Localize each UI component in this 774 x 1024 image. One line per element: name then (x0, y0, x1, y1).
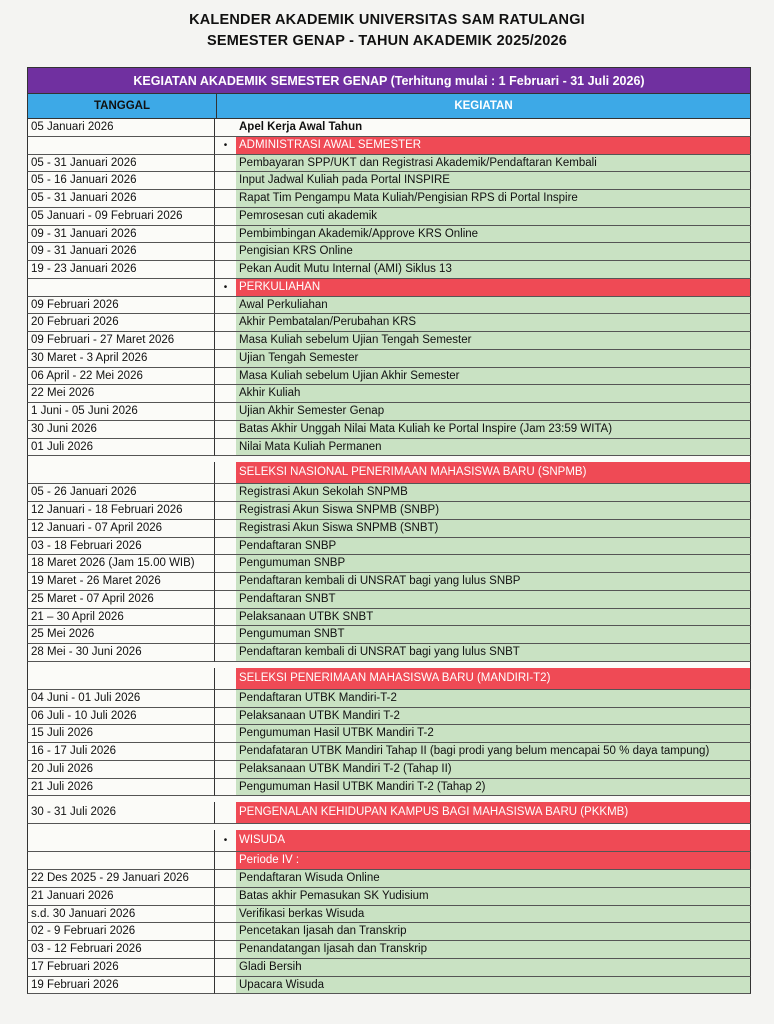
semester-band: KEGIATAN AKADEMIK SEMESTER GENAP (Terhitung mulai : 1 Februari - 31 Juli 2026) (27, 67, 751, 94)
date-cell: 19 Maret - 26 Maret 2026 (27, 573, 215, 591)
date-cell: 16 - 17 Juli 2026 (27, 743, 215, 761)
date-cell: 05 - 16 Januari 2026 (27, 172, 215, 190)
bullet-cell (215, 644, 236, 662)
bullet-cell (215, 923, 236, 941)
activity-cell: Upacara Wisuda (236, 977, 751, 995)
bullet-cell (215, 314, 236, 332)
date-cell (27, 830, 215, 852)
date-cell: 22 Mei 2026 (27, 385, 215, 403)
date-cell (27, 852, 215, 870)
activity-cell: Ujian Tengah Semester (236, 350, 751, 368)
bullet-cell (215, 779, 236, 797)
table-row (27, 190, 751, 208)
section-row (27, 279, 751, 297)
bullet-cell (215, 870, 236, 888)
activity-cell: Pelaksanaan UTBK SNBT (236, 609, 751, 627)
date-cell: 19 Februari 2026 (27, 977, 215, 995)
table-row (27, 332, 751, 350)
activity-cell: Verifikasi berkas Wisuda (236, 906, 751, 924)
table-row (27, 208, 751, 226)
section-title: Periode IV : (236, 852, 751, 870)
table-row (27, 906, 751, 924)
bullet-cell (215, 208, 236, 226)
table-row (27, 591, 751, 609)
date-cell: 25 Mei 2026 (27, 626, 215, 644)
date-cell: 12 Januari - 18 Februari 2026 (27, 502, 215, 520)
section-title: PENGENALAN KEHIDUPAN KAMPUS BAGI MAHASISWA BARU (PKKMB) (236, 802, 751, 824)
activity-cell: Pendaftaran SNBP (236, 538, 751, 556)
bullet-cell (215, 502, 236, 520)
bullet-cell (215, 941, 236, 959)
document-subtitle: SEMESTER GENAP - TAHUN AKADEMIK 2025/2026 (206, 33, 568, 49)
activity-cell: Pelaksanaan UTBK Mandiri T-2 (236, 708, 751, 726)
table-row (27, 743, 751, 761)
table-row (27, 226, 751, 244)
bullet-cell (215, 538, 236, 556)
date-cell: 21 – 30 April 2026 (27, 609, 215, 627)
column-header-kegiatan: KEGIATAN (454, 100, 513, 112)
column-header-tanggal: TANGGAL (28, 94, 217, 118)
bullet-cell (215, 708, 236, 726)
bullet-cell (215, 725, 236, 743)
table-header (27, 94, 751, 119)
table-row (27, 155, 751, 173)
date-cell: 21 Juli 2026 (27, 779, 215, 797)
activity-cell: Pengumuman SNBP (236, 555, 751, 573)
table-row (27, 941, 751, 959)
bullet-cell (215, 888, 236, 906)
bullet-cell (215, 520, 236, 538)
table-row (27, 761, 751, 779)
table-row (27, 119, 751, 137)
date-cell: 05 - 26 Januari 2026 (27, 484, 215, 502)
date-cell: 01 Juli 2026 (27, 439, 215, 457)
activity-cell: Registrasi Akun Siswa SNPMB (SNBT) (236, 520, 751, 538)
table-row (27, 725, 751, 743)
bullet-cell (215, 626, 236, 644)
section-row (27, 802, 751, 824)
date-cell (27, 462, 215, 484)
activity-cell: Pembimbingan Akademik/Approve KRS Online (236, 226, 751, 244)
date-cell: 30 Juni 2026 (27, 421, 215, 439)
activity-cell: Pembayaran SPP/UKT dan Registrasi Akademik/Pendaftaran Kembali (236, 155, 751, 173)
section-row (27, 668, 751, 690)
date-cell: 30 - 31 Juli 2026 (27, 802, 215, 824)
section-row (27, 137, 751, 155)
bullet-cell (215, 977, 236, 995)
table-row (27, 502, 751, 520)
table-row (27, 644, 751, 662)
activity-cell: Pekan Audit Mutu Internal (AMI) Siklus 13 (236, 261, 751, 279)
table-row (27, 385, 751, 403)
section-row (27, 462, 751, 484)
date-cell: 09 Februari 2026 (27, 297, 215, 315)
activity-cell: Masa Kuliah sebelum Ujian Tengah Semester (236, 332, 751, 350)
table-row (27, 888, 751, 906)
bullet-cell (215, 421, 236, 439)
activity-cell: Apel Kerja Awal Tahun (236, 119, 751, 137)
date-cell: 05 - 31 Januari 2026 (27, 190, 215, 208)
date-cell: 18 Maret 2026 (Jam 15.00 WIB) (27, 555, 215, 573)
bullet-icon: • (215, 279, 236, 297)
date-cell: 09 Februari - 27 Maret 2026 (27, 332, 215, 350)
activity-cell: Pendaftaran kembali di UNSRAT bagi yang lulus SNBT (236, 644, 751, 662)
table-row (27, 297, 751, 315)
bullet-cell (215, 462, 236, 484)
section-title: PERKULIAHAN (236, 279, 751, 297)
table-row (27, 484, 751, 502)
table-row (27, 439, 751, 457)
date-cell: 17 Februari 2026 (27, 959, 215, 977)
section-title: SELEKSI NASIONAL PENERIMAAN MAHASISWA BARU (SNPMB) (236, 462, 751, 484)
bullet-cell (215, 172, 236, 190)
activity-cell: Registrasi Akun Sekolah SNPMB (236, 484, 751, 502)
table-row (27, 609, 751, 627)
activity-cell: Pendaftaran kembali di UNSRAT bagi yang lulus SNBP (236, 573, 751, 591)
table-row (27, 977, 751, 995)
bullet-cell (215, 555, 236, 573)
table-row (27, 368, 751, 386)
date-cell: 20 Februari 2026 (27, 314, 215, 332)
bullet-cell (215, 332, 236, 350)
activity-cell: Pengisian KRS Online (236, 243, 751, 261)
activity-cell: Gladi Bersih (236, 959, 751, 977)
table-row (27, 172, 751, 190)
date-cell: 15 Juli 2026 (27, 725, 215, 743)
date-cell (27, 279, 215, 297)
bullet-cell (215, 119, 236, 137)
bullet-cell (215, 573, 236, 591)
table-row (27, 243, 751, 261)
activity-cell: Batas akhir Pemasukan SK Yudisium (236, 888, 751, 906)
table-row (27, 538, 751, 556)
date-cell (27, 137, 215, 155)
table-row (27, 403, 751, 421)
bullet-cell (215, 368, 236, 386)
bullet-cell (215, 155, 236, 173)
table-row (27, 573, 751, 591)
date-cell: 02 - 9 Februari 2026 (27, 923, 215, 941)
date-cell: 05 - 31 Januari 2026 (27, 155, 215, 173)
activity-cell: Pencetakan Ijasah dan Transkrip (236, 923, 751, 941)
activity-cell: Pelaksanaan UTBK Mandiri T-2 (Tahap II) (236, 761, 751, 779)
date-cell: 03 - 12 Februari 2026 (27, 941, 215, 959)
document-title: KALENDER AKADEMIK UNIVERSITAS SAM RATULANGI (189, 12, 585, 28)
table-row (27, 779, 751, 797)
bullet-cell (215, 439, 236, 457)
table-row (27, 421, 751, 439)
activity-cell: Pengumuman Hasil UTBK Mandiri T-2 (236, 725, 751, 743)
bullet-cell (215, 690, 236, 708)
bullet-cell (215, 484, 236, 502)
bullet-cell (215, 906, 236, 924)
activity-cell: Masa Kuliah sebelum Ujian Akhir Semester (236, 368, 751, 386)
table-row (27, 870, 751, 888)
activity-cell: Pendaftaran UTBK Mandiri-T-2 (236, 690, 751, 708)
table-row (27, 626, 751, 644)
table-row (27, 959, 751, 977)
activity-cell: Pendaftaran Wisuda Online (236, 870, 751, 888)
table-row (27, 708, 751, 726)
date-cell: 04 Juni - 01 Juli 2026 (27, 690, 215, 708)
bullet-cell (215, 668, 236, 690)
date-cell: 30 Maret - 3 April 2026 (27, 350, 215, 368)
date-cell: 06 April - 22 Mei 2026 (27, 368, 215, 386)
table-row (27, 314, 751, 332)
table-row (27, 690, 751, 708)
table-row (27, 555, 751, 573)
activity-cell: Pemrosesan cuti akademik (236, 208, 751, 226)
date-cell: 06 Juli - 10 Juli 2026 (27, 708, 215, 726)
table-row (27, 350, 751, 368)
bullet-cell (215, 852, 236, 870)
activity-cell: Nilai Mata Kuliah Permanen (236, 439, 751, 457)
date-cell: 20 Juli 2026 (27, 761, 215, 779)
table-body (27, 119, 751, 994)
bullet-cell (215, 297, 236, 315)
bullet-icon: • (215, 137, 236, 155)
bullet-cell (215, 350, 236, 368)
bullet-cell (215, 743, 236, 761)
activity-cell: Pendafataran UTBK Mandiri Tahap II (bagi prodi yang belum mencapai 50 % daya tampung) (236, 743, 751, 761)
table-row (27, 261, 751, 279)
section-title: ADMINISTRASI AWAL SEMESTER (236, 137, 751, 155)
table-row (27, 923, 751, 941)
date-cell: 22 Des 2025 - 29 Januari 2026 (27, 870, 215, 888)
bullet-cell (215, 261, 236, 279)
date-cell: s.d. 30 Januari 2026 (27, 906, 215, 924)
activity-cell: Registrasi Akun Siswa SNPMB (SNBP) (236, 502, 751, 520)
bullet-cell (215, 243, 236, 261)
date-cell: 05 Januari 2026 (27, 119, 215, 137)
bullet-cell (215, 609, 236, 627)
activity-cell: Rapat Tim Pengampu Mata Kuliah/Pengisian RPS di Portal Inspire (236, 190, 751, 208)
bullet-cell (215, 591, 236, 609)
bullet-icon: • (215, 830, 236, 852)
table-row (27, 520, 751, 538)
activity-cell: Batas Akhir Unggah Nilai Mata Kuliah ke Portal Inspire (Jam 23:59 WITA) (236, 421, 751, 439)
date-cell: 09 - 31 Januari 2026 (27, 243, 215, 261)
date-cell: 09 - 31 Januari 2026 (27, 226, 215, 244)
section-row (27, 852, 751, 870)
bullet-cell (215, 190, 236, 208)
activity-cell: Penandatangan Ijasah dan Transkrip (236, 941, 751, 959)
date-cell (27, 668, 215, 690)
activity-cell: Akhir Pembatalan/Perubahan KRS (236, 314, 751, 332)
activity-cell: Pendaftaran SNBT (236, 591, 751, 609)
bullet-cell (215, 226, 236, 244)
date-cell: 05 Januari - 09 Februari 2026 (27, 208, 215, 226)
section-row (27, 830, 751, 852)
date-cell: 03 - 18 Februari 2026 (27, 538, 215, 556)
date-cell: 1 Juni - 05 Juni 2026 (27, 403, 215, 421)
section-title: WISUDA (236, 830, 751, 852)
activity-cell: Ujian Akhir Semester Genap (236, 403, 751, 421)
bullet-cell (215, 385, 236, 403)
bullet-cell (215, 403, 236, 421)
activity-cell: Pengumuman SNBT (236, 626, 751, 644)
date-cell: 28 Mei - 30 Juni 2026 (27, 644, 215, 662)
date-cell: 19 - 23 Januari 2026 (27, 261, 215, 279)
bullet-cell (215, 959, 236, 977)
activity-cell: Akhir Kuliah (236, 385, 751, 403)
bullet-cell (215, 761, 236, 779)
activity-cell: Pengumuman Hasil UTBK Mandiri T-2 (Tahap 2) (236, 779, 751, 797)
activity-cell: Awal Perkuliahan (236, 297, 751, 315)
activity-cell: Input Jadwal Kuliah pada Portal INSPIRE (236, 172, 751, 190)
bullet-cell (215, 802, 236, 824)
section-title: SELEKSI PENERIMAAN MAHASISWA BARU (MANDIRI-T2) (236, 668, 751, 690)
calendar-table (27, 67, 751, 994)
date-cell: 25 Maret - 07 April 2026 (27, 591, 215, 609)
date-cell: 21 Januari 2026 (27, 888, 215, 906)
date-cell: 12 Januari - 07 April 2026 (27, 520, 215, 538)
